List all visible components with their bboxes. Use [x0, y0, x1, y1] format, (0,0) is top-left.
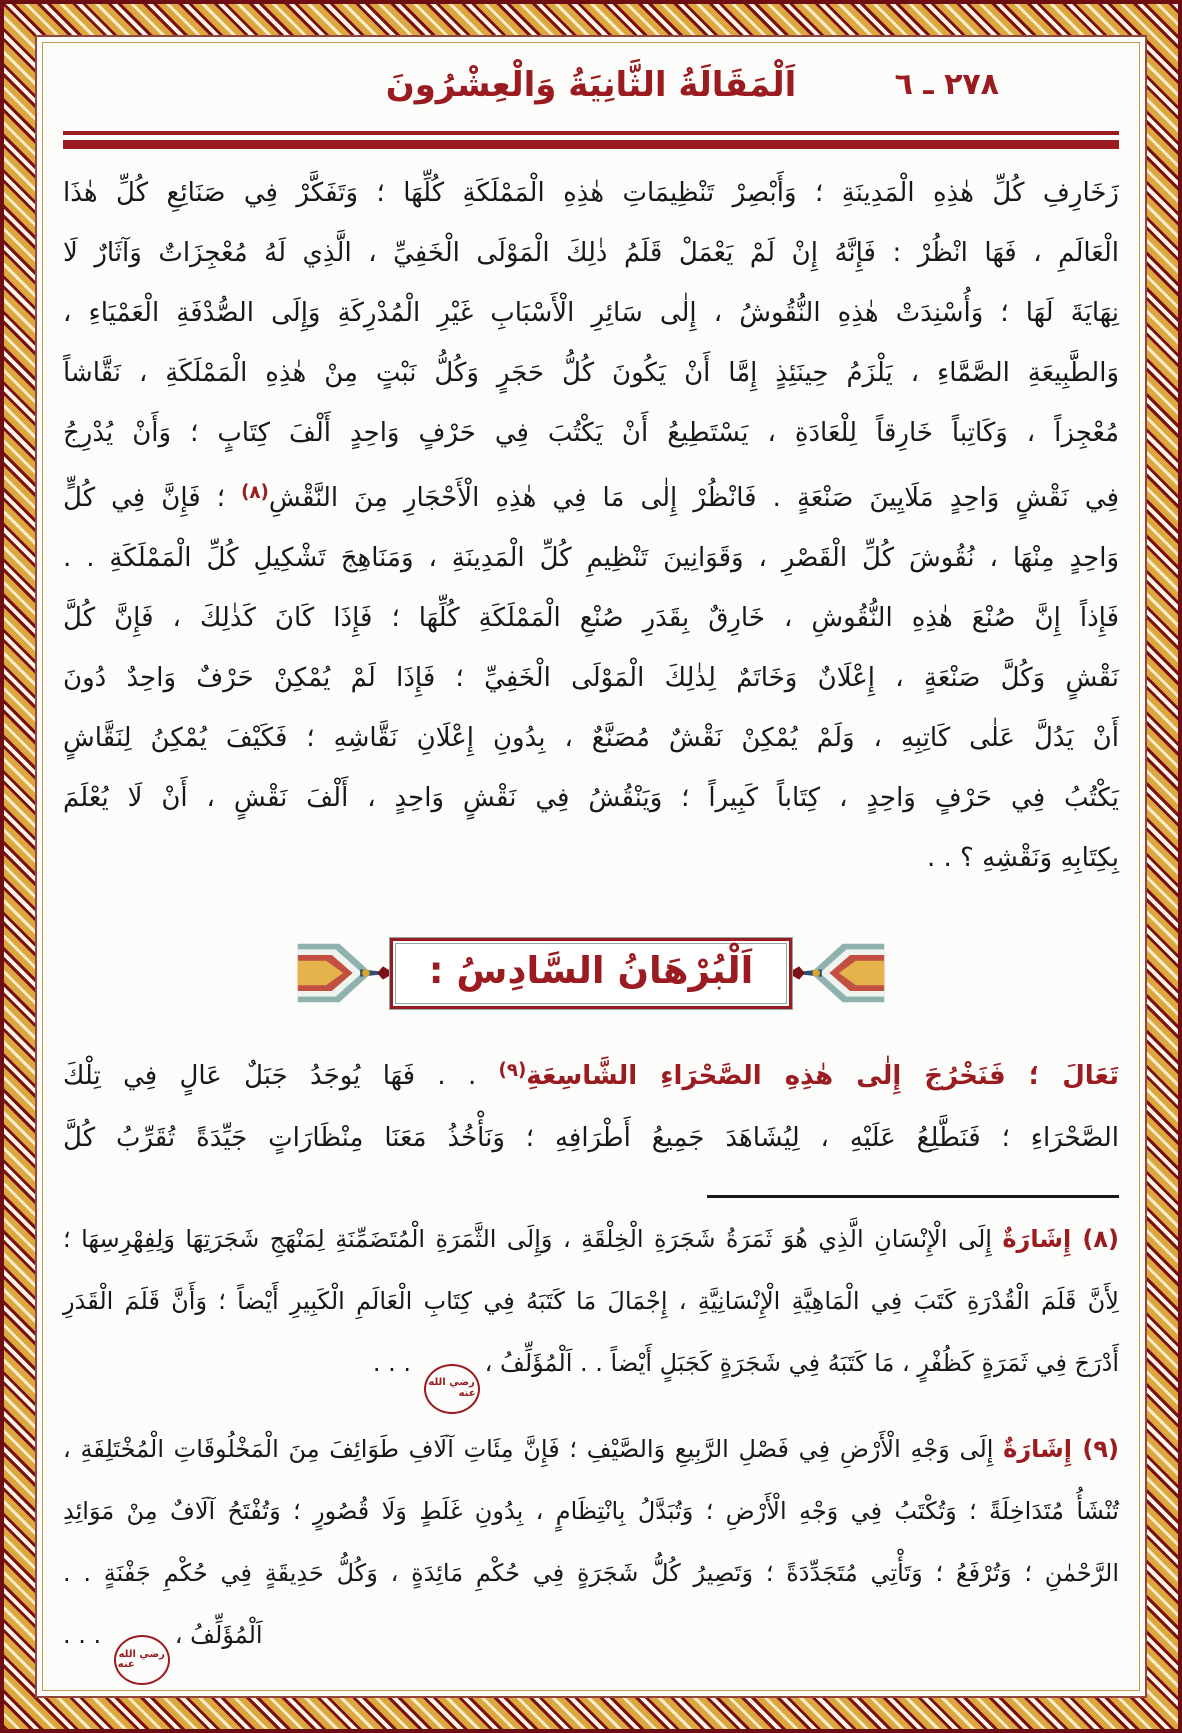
text-segment: لِأَنَّ قَلَمَ الْقُدْرَةِ كَتَبَ فِي الْمَاهِيَّةِ الْإِنْسَانِيَّةِ ، إِجْمَالَ مَا كَتَبَهُ فِي كِتَابِ الْعَالَمِ الْكَبِيرِ أَيْضاً ؛ وَأَنَّ قَلَمَ الْقَدَرِ: [63, 1287, 1119, 1315]
text-segment: إِلَى وَجْهِ الْأَرْضِ فِي فَصْلِ الرَّبِيعِ وَالصَّيْفِ ؛ فَإِنَّ مِئَاتِ آلَافِ طَوَائِفَ مِنَ الْمَخْلُوقَاتِ الْمُخْتَلِفَةِ ،: [63, 1434, 1004, 1463]
page-number: ٢٧٨ ـ ٦: [894, 67, 999, 102]
footnote-9: [63, 1418, 1119, 1686]
author-seal-icon: رضي الله عنه: [424, 1364, 480, 1414]
text-segment: يَكْتُبُ فِي حَرْفٍ وَاحِدٍ ، كِتَاباً كَبِيراً ؛ وَيَنْقُشُ فِي نَقْشٍ وَاحِدٍ ، أَلْفَ نَقْشٍ ، أَنْ لَا يُعْلَمَ: [63, 783, 1119, 813]
text-segment: . . .: [372, 1349, 419, 1377]
footnote-8: [63, 1208, 1119, 1414]
section-heading-box: [390, 938, 793, 1009]
text-segment: وَالطَّبِيعَةِ الصَّمَّاءِ ، يَلْزَمُ حِينَئِذٍ إِمَّا أَنْ يَكُونَ كُلُّ حَجَرٍ وَكُلُّ نَبْتٍ مِنْ هٰذِهِ الْمَمْلَكَةِ ، نَقَّاشاً: [63, 358, 1119, 388]
text-segment: زَخَارِفِ كُلِّ هٰذِهِ الْمَدِينَةِ ؛ وَأَبْصِرْ تَنْظِيمَاتِ هٰذِهِ الْمَمْلَكَةِ كُلِّهَا ؛ وَتَفَكَّرْ فِي صَنَائِعِ كُلِّ هٰذَا: [63, 178, 1119, 208]
text-line: [63, 1604, 1119, 1686]
header-rule-thick: [63, 140, 1119, 149]
text-line: [63, 1332, 1119, 1414]
text-segment: فِي نَقْشٍ وَاحِدٍ مَلَايِينَ صَنْعَةٍ . فَانْظُرْ إِلٰى مَا فِي هٰذِهِ الْأَحْجَارِ مِنَ النَّقْشِ: [268, 483, 1120, 513]
text-segment: بِكِتَابِهِ وَنَقْشِهِ ؟ . .: [926, 843, 1119, 873]
text-line: [63, 1418, 1119, 1480]
text-segment: الصَّحْرَاءِ ؛ فَنَطَّلِعُ عَلَيْهِ ، لِيُشَاهَدَ جَمِيعُ أَطْرَافِهِ ؛ وَنَأْخُذُ مَعَنَا مِنْظَارَاتٍ جَيِّدَةً تُقَرِّبُ كُلَّ: [63, 1123, 1119, 1153]
text-line: [63, 648, 1119, 708]
text-segment: (٩) إِشَارَةٌ: [1003, 1434, 1119, 1463]
footnote-marker: (٨): [241, 482, 269, 503]
footnote-separator: [707, 1195, 1119, 1198]
text-line: [63, 343, 1119, 403]
text-segment: نِهَايَةَ لَهَا ؛ وَأُسْنِدَتْ هٰذِهِ النُّقُوشُ ، إِلٰى سَائِرِ الْأَسْبَابِ غَيْرِ الْمُدْرِكَةِ وَإِلَى الصُّدْفَةِ الْعَمْيَاءِ ،: [63, 298, 1119, 328]
text-line: [63, 1040, 1119, 1107]
text-segment: إِلَى الْإِنْسَانِ الَّذِي هُوَ ثَمَرَةُ شَجَرَةِ الْخِلْقَةِ ، وَإِلَى الثَّمَرَةِ الْمُتَضَمِّنَةِ لِمَنْهَجِ شَجَرَتِهَا وَلِفِهْرِسِهَا ؛: [63, 1225, 1003, 1253]
text-line: [63, 828, 1119, 888]
text-segment: . . فَهَا يُوجَدُ جَبَلٌ عَالٍ فِي تِلْكَ: [63, 1061, 499, 1091]
text-line: [63, 588, 1119, 648]
author-seal-icon: رضي الله عنه: [114, 1635, 170, 1685]
body-text-block: [63, 163, 1119, 888]
footnote-marker: (٩): [498, 1060, 527, 1081]
text-segment: اَلْمُؤَلِّفُ ،: [174, 1620, 263, 1649]
section-heading-banner: [63, 920, 1119, 1026]
page-title: اَلْمَقَالَةُ الثَّانِيَةُ وَالْعِشْرُونَ: [385, 65, 797, 105]
text-segment: الْعَالَمِ ، فَهَا انْظُرْ : فَإِنَّهُ إِنْ لَمْ يَعْمَلْ قَلَمُ ذٰلِكَ الْمَوْلَى الْخَفِيِّ ، الَّذِي لَهُ مُعْجِزَاتٌ وَآثَارٌ لَا: [63, 238, 1119, 268]
text-segment: نَقْشٍ وَكُلَّ صَنْعَةٍ ، إِعْلَانٌ وَخَاتَمٌ لِذٰلِكَ الْمَوْلَى الْخَفِيِّ ؛ فَإِذَا لَمْ يُمْكِنْ حَرْفٌ وَاحِدٌ دُونَ: [63, 663, 1119, 693]
text-line: [63, 403, 1119, 463]
text-segment: . . .: [63, 1620, 109, 1649]
text-segment: تُنْشَأُ مُتَدَاخِلَةً ؛ وَتُكْتَبُ فِي وَجْهِ الْأَرْضِ ؛ وَتُبَدَّلُ بِانْتِظَامٍ ، بِدُونِ غَلَطٍ وَلَا قُصُورٍ ؛ وَتُفْتَحُ آلَافٌ مِنْ مَوَائِدِ: [63, 1496, 1119, 1525]
section-heading: اَلْبُرْهَانُ السَّادِسُ :: [428, 948, 754, 992]
text-segment: أَدْرَجَ فِي ثَمَرَةٍ كَظُفْرٍ ، مَا كَتَبَهُ فِي شَجَرَةٍ كَجَبَلٍ أَيْضاً . . اَلْمُؤَلِّفُ ،: [484, 1349, 1119, 1377]
text-segment: (٨) إِشَارَةٌ: [1002, 1225, 1119, 1253]
text-segment: مُعْجِزاً ، وَكَاتِباً خَارِقاً لِلْعَادَةِ ، يَسْتَطِيعُ أَنْ يَكْتُبَ فِي حَرْفٍ وَاحِدٍ أَلْفَ كِتَابٍ ؛ وَأَنْ يُدْرِجُ: [63, 418, 1119, 448]
text-segment: وَاحِدٍ مِنْهَا ، نُقُوشَ كُلِّ الْقَصْرِ ، وَقَوَانِينَ تَنْظِيمِ كُلِّ الْمَدِينَةِ ، وَمَنَاهِجَ تَشْكِيلِ كُلِّ الْمَمْلَكَةِ . .: [63, 543, 1119, 573]
page-header: [63, 65, 1119, 123]
text-line: [63, 463, 1119, 528]
header-rule-thin: [63, 131, 1119, 135]
section-intro-block: [63, 1040, 1119, 1169]
heading-ornament-right-icon: [784, 937, 888, 1009]
text-line: [63, 1542, 1119, 1604]
text-line: [63, 1208, 1119, 1270]
text-line: [63, 1480, 1119, 1542]
text-line: [63, 768, 1119, 828]
page-content: [41, 41, 1141, 1692]
text-segment: تَعَالَ ؛ فَنَخْرُجَ إِلٰى هٰذِهِ الصَّحْرَاءِ الشَّاسِعَةِ: [526, 1061, 1119, 1091]
text-line: [63, 1107, 1119, 1169]
text-line: [63, 708, 1119, 768]
heading-ornament-left-icon: [294, 937, 398, 1009]
text-line: [63, 1270, 1119, 1332]
text-segment: أَنْ يَدُلَّ عَلٰى كَاتِبِهِ ، وَلَمْ يُمْكِنْ نَقْشٌ مُصَنَّعٌ ، بِدُونِ إِعْلَانِ نَقَّاشِهِ ؛ فَكَيْفَ يُمْكِنُ لِنَقَّاشٍ: [63, 723, 1119, 753]
text-line: [63, 528, 1119, 588]
text-line: [63, 283, 1119, 343]
text-segment: الرَّحْمٰنِ ؛ وَتُرْفَعُ ؛ وَتَأْتِي مُتَجَدِّدَةً ؛ وَتَصِيرُ كُلُّ شَجَرَةٍ فِي حُكْمِ مَائِدَةٍ ، وَكُلُّ حَدِيقَةٍ فِي حُكْمِ جَفْنَةٍ . .: [63, 1558, 1119, 1587]
text-segment: فَإِذاً إِنَّ صُنْعَ هٰذِهِ النُّقُوشِ ، خَارِقٌ بِقَدَرِ صُنْعِ الْمَمْلَكَةِ كُلِّهَا ؛ فَإِذَا كَانَ كَذٰلِكَ ، فَإِنَّ كُلَّ: [63, 603, 1119, 633]
text-line: [63, 163, 1119, 223]
text-line: [63, 223, 1119, 283]
text-segment: ؛ فَإِنَّ فِي كُلٍّ: [63, 483, 242, 513]
